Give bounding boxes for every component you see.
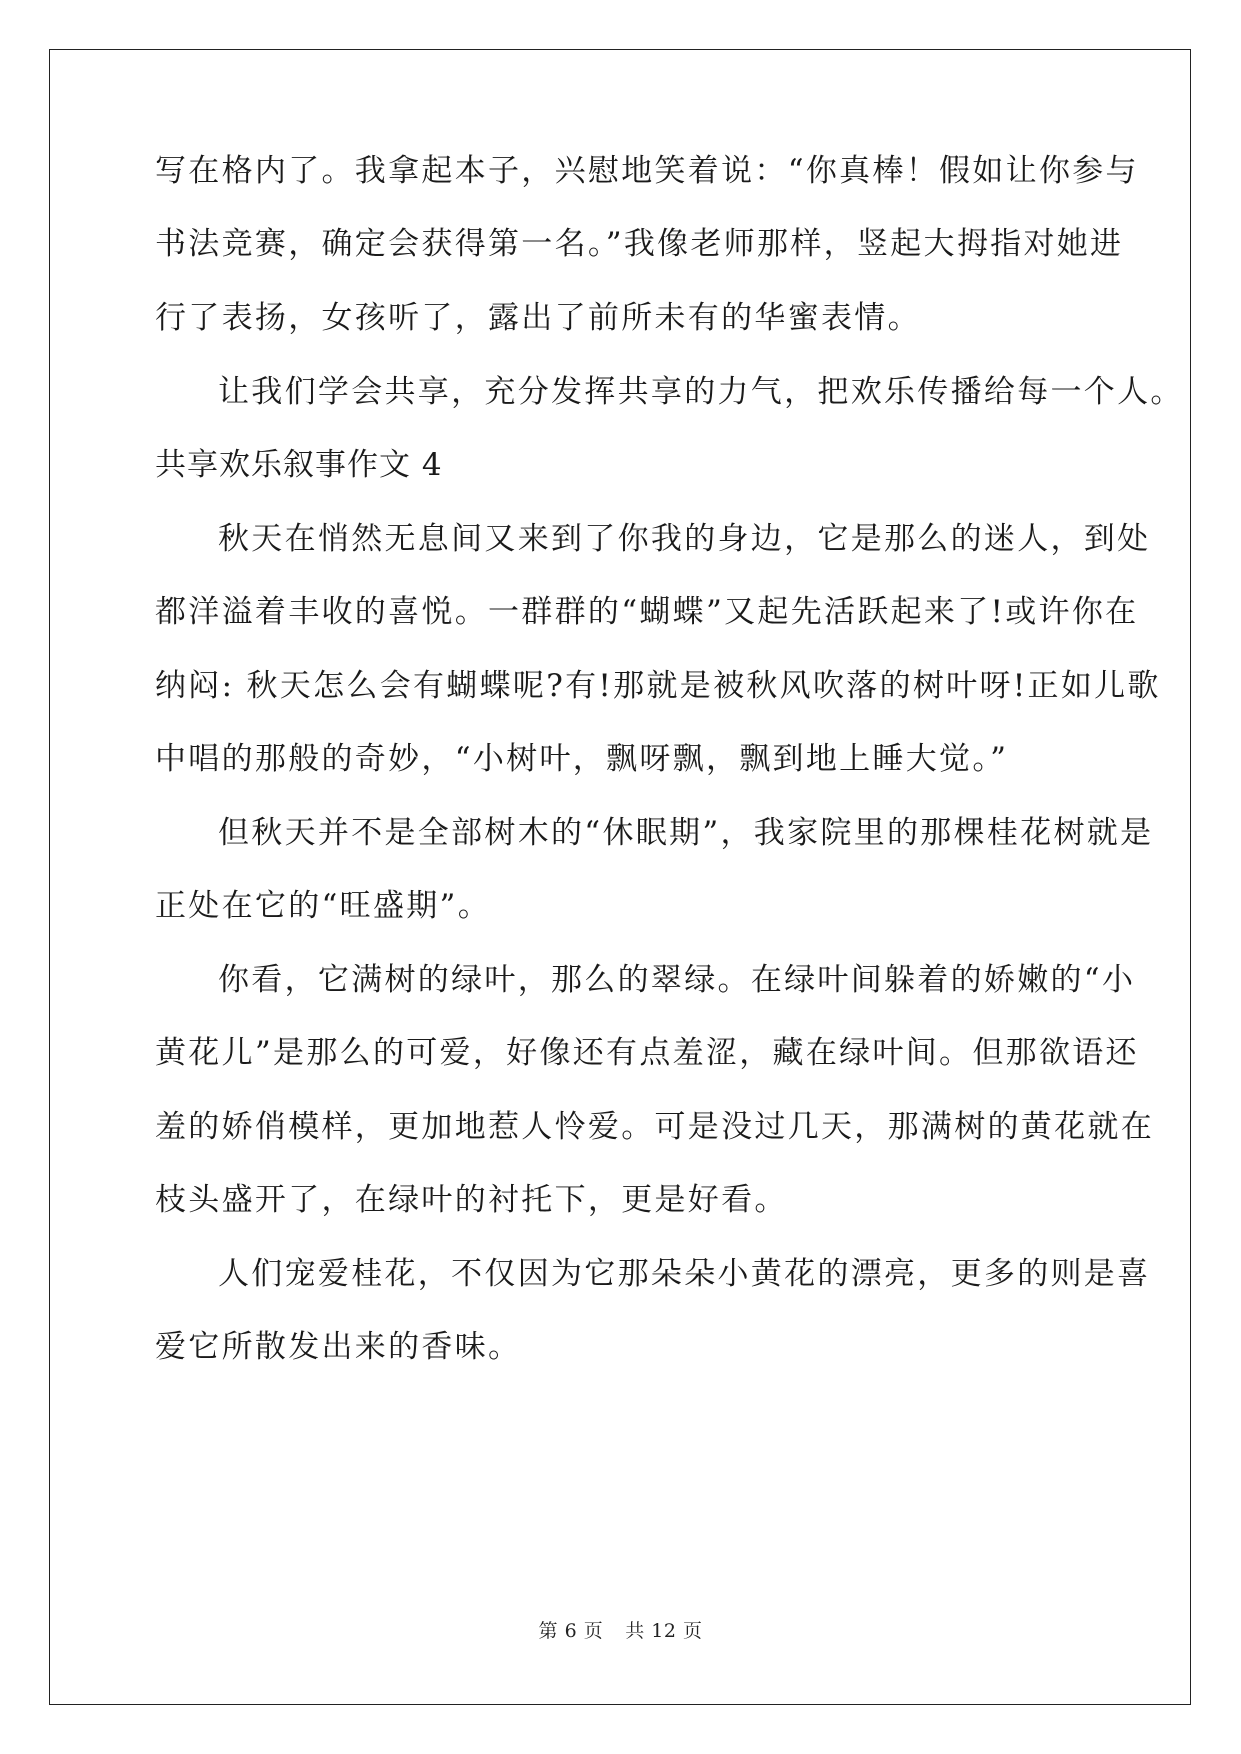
- page-footer: [0, 1622, 1241, 1641]
- text-line: 都洋溢着丰收的喜悦。一群群的“蝴蝶”又起先活跃起来了!或许你在: [155, 594, 1139, 630]
- text-line: 中唱的那般的奇妙，“小树叶，飘呀飘，飘到地上睡大觉。”: [155, 741, 1009, 777]
- page-number: 第 6 页: [538, 1620, 604, 1642]
- page-border: [49, 49, 1191, 1705]
- text-line: 羞的娇俏模样，更加地惹人怜爱。可是没过几天，那满树的黄花就在: [155, 1109, 1154, 1145]
- text-line: 书法竞赛，确定会获得第一名。”我像老师那样，竖起大拇指对她进: [155, 226, 1124, 262]
- text-line: 行了表扬，女孩听了，露出了前所未有的华蜜表情。: [155, 300, 921, 336]
- text-line: 人们宠爱桂花，不仅因为它那朵朵小黄花的漂亮，更多的则是喜: [218, 1256, 1151, 1292]
- text-line: 爱它所散发出来的香味。: [155, 1329, 522, 1365]
- text-line: 让我们学会共享，充分发挥共享的力气，把欢乐传播给每一个人。: [218, 374, 1184, 410]
- text-line: 秋天在悄然无息间又来到了你我的身边，它是那么的迷人，到处: [218, 521, 1151, 557]
- text-line: 正处在它的“旺盛期”。: [155, 888, 491, 924]
- page-total: 共 12 页: [625, 1620, 703, 1642]
- text-line: 但秋天并不是全部树木的“休眠期”，我家院里的那棵桂花树就是: [218, 815, 1154, 851]
- section-heading: 共享欢乐叙事作文 4: [155, 447, 443, 483]
- text-line: 枝头盛开了，在绿叶的衬托下，更是好看。: [155, 1182, 788, 1218]
- text-line: 你看，它满树的绿叶，那么的翠绿。在绿叶间躲着的娇嫩的“小: [218, 962, 1136, 998]
- text-line: 黄花儿”是那么的可爱，好像还有点羞涩，藏在绿叶间。但那欲语还: [155, 1035, 1139, 1071]
- text-line: 纳闷: 秋天怎么会有蝴蝶呢?有!那就是被秋风吹落的树叶呀!正如儿歌: [155, 668, 1161, 704]
- text-line: 写在格内了。我拿起本子，兴慰地笑着说：“你真棒！假如让你参与: [155, 153, 1139, 189]
